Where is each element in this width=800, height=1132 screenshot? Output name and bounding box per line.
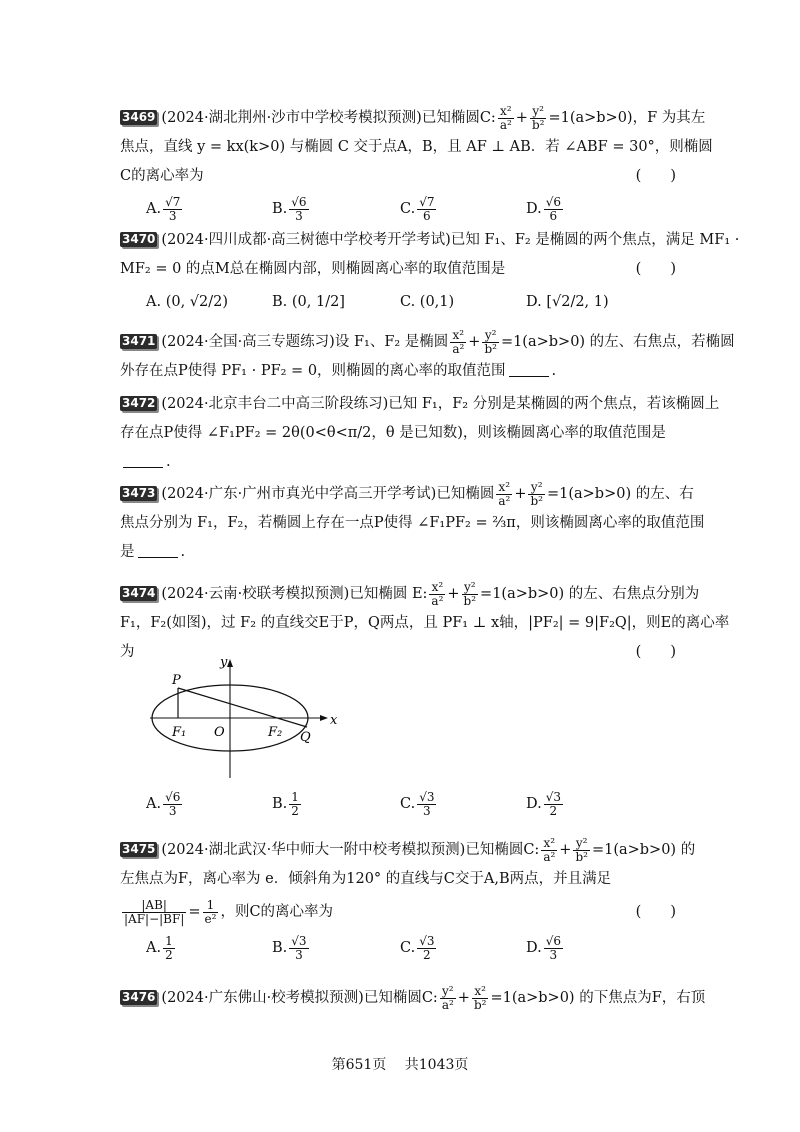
- origin-label: O: [214, 725, 225, 740]
- problem-number: 3473: [122, 486, 156, 500]
- fraction: $\frac{\text{x²}}{\text{a²}}$: [499, 103, 512, 132]
- answer-bracket: ( ): [635, 644, 676, 660]
- problem-number: 3472: [122, 396, 156, 410]
- fraction: $\frac{\text{y²}}{\text{b²}}$: [575, 835, 588, 864]
- answer-bracket: ( ): [635, 904, 676, 920]
- option-a: A. $\frac{√7}{3}$: [146, 194, 181, 223]
- plus-sign: +: [559, 842, 572, 858]
- problem-text: =1(a>b>0) 的左、右焦点分别为: [480, 586, 700, 602]
- q-label: Q: [300, 730, 311, 745]
- options: [120, 191, 682, 227]
- option-d: D. [√2/2, 1): [526, 293, 609, 310]
- problem-text: 左焦点为F，离心率为 e．倾斜角为120° 的直线与C交于A,B两点，并且满足: [120, 871, 612, 887]
- problem-text: (2024·四川成都·高三树德中学校考开学考试)已知 F₁、F₂ 是椭圆的两个焦点，满足 MF₁ ·: [161, 232, 740, 248]
- problem-text: =1(a>b>0) 的下焦点为F，右顶: [490, 990, 706, 1006]
- problem-text: =1(a>b>0)，F 为其左: [548, 110, 706, 126]
- problem-3472: [120, 390, 720, 477]
- problem-text: =1(a>b>0) 的左、右: [546, 486, 694, 502]
- x-label: x: [330, 713, 338, 728]
- option-d: D. $\frac{√6}{6}$: [526, 194, 561, 223]
- plus-sign: +: [457, 990, 470, 1006]
- option-c: C. $\frac{√7}{6}$: [400, 194, 435, 223]
- page-footer: 第651页 共1043页: [331, 1057, 469, 1073]
- fraction: $\frac{\text{y²}}{\text{b²}}$: [530, 479, 543, 508]
- options: [120, 930, 682, 966]
- plus-sign: +: [514, 486, 527, 502]
- problem-text: F₁，F₂(如图)，过 F₂ 的直线交E于P，Q两点，且 PF₁ ⊥ x轴，|PF₂| = 9|F₂Q|，则E的离心率: [120, 615, 730, 631]
- options: [120, 284, 682, 320]
- problem-3471: [120, 327, 735, 386]
- problem-text: =1(a>b>0) 的左、右焦点，若椭圆: [500, 334, 735, 350]
- problem-number: 3474: [122, 586, 156, 600]
- option-d: D. $\frac{√6}{3}$: [526, 933, 561, 962]
- fraction: $\frac{1}{\text{e²}}$: [204, 897, 217, 926]
- pq-line: [178, 688, 307, 727]
- fraction: $\frac{\text{y²}}{\text{a²}}$: [441, 983, 454, 1012]
- ellipse-figure: [150, 654, 340, 779]
- problem-3475: [120, 835, 696, 966]
- problem-text: C的离心率为: [120, 168, 204, 184]
- problem-text: =1(a>b>0) 的: [591, 842, 696, 858]
- fraction: $\frac{\text{x²}}{\text{a²}}$: [452, 327, 465, 356]
- option-c: C. $\frac{√3}{2}$: [400, 933, 435, 962]
- f2-label: F₂: [268, 725, 283, 740]
- problem-3474-options: [120, 786, 682, 822]
- option-c: C. (0,1): [400, 293, 455, 310]
- y-label: y: [220, 655, 228, 670]
- fraction: $\frac{\text{x²}}{\text{a²}}$: [543, 835, 556, 864]
- equals-sign: =: [188, 904, 201, 920]
- option-a: A. (0, √2/2): [146, 293, 229, 310]
- fraction: $\frac{\text{y²}}{\text{b²}}$: [531, 103, 545, 132]
- period: .: [551, 363, 557, 379]
- problem-text: (2024·湖北武汉·华中师大一附中校考模拟预测)已知椭圆C:: [161, 842, 540, 858]
- period: .: [166, 454, 171, 470]
- fraction: $\frac{\text{x²}}{\text{b²}}$: [473, 983, 487, 1012]
- answer-bracket: ( ): [635, 168, 676, 184]
- problem-number: 3475: [122, 842, 156, 856]
- problem-3469: [120, 103, 713, 227]
- plus-sign: +: [515, 110, 528, 126]
- fraction: $\frac{\text{x²}}{\text{a²}}$: [431, 579, 444, 608]
- problem-text: ，则C的离心率为: [220, 904, 334, 920]
- option-a: A. $\frac{1}{2}$: [146, 933, 173, 962]
- y-axis-arrow: [227, 659, 233, 667]
- option-d: D. $\frac{√3}{2}$: [526, 789, 561, 818]
- option-b: B. $\frac{1}{2}$: [272, 789, 299, 818]
- p-label: P: [172, 673, 181, 688]
- problem-text: (2024·广东·广州市真光中学高三开学考试)已知椭圆: [161, 486, 495, 502]
- answer-blank: [138, 543, 178, 558]
- option-b: B. $\frac{√6}{3}$: [272, 194, 307, 223]
- problem-number: 3469: [122, 110, 156, 124]
- problem-text: 是: [120, 544, 135, 560]
- plus-sign: +: [468, 334, 481, 350]
- problem-number: 3476: [122, 990, 156, 1004]
- option-b: B. (0, 1/2]: [272, 293, 345, 310]
- problem-text: (2024·湖北荆州·沙市中学校考模拟预测)已知椭圆C:: [161, 110, 496, 126]
- plus-sign: +: [447, 586, 460, 602]
- option-b: B. $\frac{√3}{3}$: [272, 933, 307, 962]
- option-a: A. $\frac{√6}{3}$: [146, 789, 181, 818]
- fraction: $\frac{\text{y²}}{\text{b²}}$: [463, 579, 477, 608]
- fraction: $\frac{\text{y²}}{\text{b²}}$: [484, 327, 497, 356]
- problem-3476: [120, 983, 706, 1013]
- problem-3470: [120, 226, 740, 320]
- problem-text: MF₂ = 0 的点M总在椭圆内部，则椭圆离心率的取值范围是: [120, 261, 506, 277]
- f1-label: F₁: [172, 725, 187, 740]
- problem-text: (2024·全国·高三专题练习)设 F₁、F₂ 是椭圆: [161, 334, 449, 350]
- options: [120, 786, 682, 822]
- problem-text: (2024·云南·校联考模拟预测)已知椭圆 E:: [161, 586, 428, 602]
- option-c: C. $\frac{√3}{3}$: [400, 789, 435, 818]
- problem-number: 3470: [122, 232, 156, 246]
- answer-blank: [509, 362, 549, 377]
- answer-blank: [123, 453, 163, 468]
- fraction: $\frac{\text{x²}}{\text{a²}}$: [498, 479, 511, 508]
- problem-text: 存在点P使得 ∠F₁PF₂ = 2θ(0<θ<π/2，θ 是已知数)，则该椭圆离心率的取值范围是: [120, 425, 666, 441]
- period: .: [180, 544, 186, 560]
- problem-text: 外存在点P使得 PF₁ · PF₂ = 0，则椭圆的离心率的取值范围: [120, 363, 506, 379]
- problem-text: (2024·广东佛山·校考模拟预测)已知椭圆C:: [161, 990, 438, 1006]
- problem-text: 焦点，直线 y = kx(k>0) 与椭圆 C 交于点A，B，且 AF ⊥ AB．若 ∠ABF = 30°，则椭圆: [120, 139, 713, 155]
- x-axis-arrow: [320, 715, 328, 721]
- problem-number: 3471: [122, 334, 156, 348]
- problem-text: 为: [120, 644, 135, 660]
- fraction: $\frac{|AB|}{|AF|-|BF|}$: [124, 897, 185, 926]
- problem-text: (2024·北京丰台二中高三阶段练习)已知 F₁，F₂ 分别是某椭圆的两个焦点，若该椭圆上: [161, 396, 720, 412]
- problem-text: 焦点分别为 F₁，F₂，若椭圆上存在一点P使得 ∠F₁PF₂ = ⅔π，则该椭圆离心率的取值范围: [120, 515, 705, 531]
- problem-3473: [120, 479, 705, 567]
- answer-bracket: ( ): [635, 261, 676, 277]
